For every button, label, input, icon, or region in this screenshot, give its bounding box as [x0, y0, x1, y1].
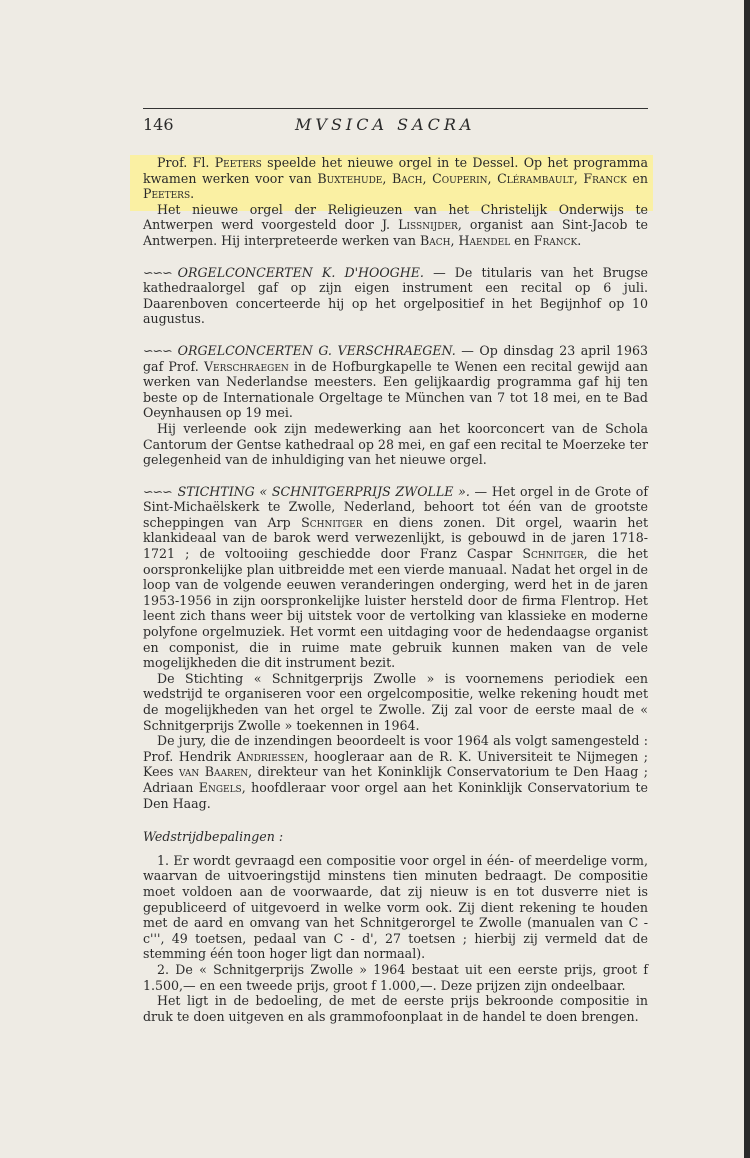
section-verschraegen: ∽∽∽ ORGELCONCERTEN G. VERSCHRAEGEN. — Op dinsdag 23 april 1963 gaf Prof. Verschraegen in de Hofburgkapelle te Wenen een recital gewijd aan werken van Nederlandse meesters. Een gelijkaardig programma gaf hij ten beste op de Internationale Orgeltage te München van 7 tot 18 mei, en te Bad Oeynhausen op 19 mei. — [143, 342, 649, 421]
rule-1: 1. Er wordt gevraagd een compositie voor orgel in één- of meerdelige vorm, waarvan de uitvoeringstijd minstens tien minuten bedraagt. De compositie moet voldoen aan de voorwaarde, dat zij nieuw is en tot dusverre niet is gepubliceerd of uitgevoerd in welke vorm ook. Zij dient rekening te houden met de aard en omvang van het Schnitgerorgel te Zwolle (manualen van C - c''', 49 toetsen, pedaal van C - d', 27 toetsen ; hierbij zij vermeld dat de stemming één toon hoger ligt dan normaal). — [143, 852, 648, 962]
section-dhooghe: ∽∽∽ ORGELCONCERTEN K. D'HOOGHE. — De titularis van het Brugse kathedraalorgel gaf op zijn eigen instrument een recital op 6 juli. Daarenboven concerteerde hij op het orgelpositief in het Begijnhof op 10 augustus. — [143, 264, 648, 327]
page-content — [143, 108, 648, 1024]
section-heading: ORGELCONCERTEN G. VERSCHRAEGEN. — [177, 342, 456, 358]
section-heading: ORGELCONCERTEN K. D'HOOGHE. — [177, 264, 424, 280]
ornament-icon: ∽∽∽ — [143, 342, 172, 358]
section-heading: STICHTING « SCHNITGERPRIJS ZWOLLE ». — [177, 483, 470, 499]
page-header — [143, 117, 648, 137]
paragraph-verschraegen-2: Hij verleende ook zijn medewerking aan het koorconcert van de Schola Cantorum der Gentse kathedraal op 28 mei, en gaf een recital te Moerzeke ter gelegenheid van de inhuldiging van het nieuwe orgel. — [143, 420, 648, 468]
rule-3: Het ligt in de bedoeling, de met de eerste prijs bekroonde compositie in druk te doen uitgeven en als grammofoonplaat in de handel te doen brengen. — [143, 993, 648, 1024]
section-stichting: ∽∽∽ STICHTING « SCHNITGERPRIJS ZWOLLE ». — Het orgel in de Grote of Sint-Michaëlskerk te Zwolle, Nederland, behoort tot één van de grootste scheppingen van Arp Schnitger en diens zonen. Dit orgel, waarin het klankideaal van de barok werd verwezenlijkt, is gebouwd in de jaren 1718-1721 ; de voltooiing geschiedde door Franz Caspar Schnitger, die het oorspronkelijke plan uitbreidde met een vierde manuaal. Nadat het orgel in de loop van de volgende eeuwen veranderingen onderging, werd het in de jaren 1953-1956 in zijn oorspronkelijke luister hersteld door de firma Flentrop. Het leent zich thans weer bij uitstek voor de vertolking van klassieke en moderne polyfone orgelmuziek. Het vormt een uitdaging voor de hedendaagse organist en componist, die in ruime mate gebruik kunnen maken van de vele mogelijkheden die dit instrument bezit. — [143, 483, 649, 671]
subheading-wedstrijd: Wedstrijdbepalingen : — [143, 829, 284, 845]
running-title: MVSICA SACRA — [295, 115, 476, 134]
paragraph-jury: De jury, die de inzendingen beoordeelt is voor 1964 als volgt samengesteld : Prof. Hendrik Andriessen, hoogleraar aan de R. K. Universiteit te Nijmegen ; Kees van Baaren, direkteur van het Koninklijk Conservatorium te Den Haag ; Adriaan Engels, hoofdleraar voor orgel aan het Koninklijk Conservatorium te Den Haag. — [143, 733, 649, 811]
page-edge — [744, 0, 750, 1158]
page-number: 146 — [143, 115, 174, 134]
paragraph-stichting-2: De Stichting « Schnitgerprijs Zwolle » is voornemens periodiek een wedstrijd te organiseren voor een orgelcompositie, welke rekening houdt met de mogelijkheden van het orgel te Zwolle. Zij zal voor de eerste maal de « Schnitgerprijs Zwolle » toekennen in 1964. — [143, 670, 648, 733]
rule-2: 2. De « Schnitgerprijs Zwolle » 1964 bestaat uit een eerste prijs, groot f 1.500,— en een tweede prijs, groot f 1.000,—. Deze prijzen zijn ondeelbaar. — [143, 961, 648, 993]
ornament-icon: ∽∽∽ — [143, 483, 172, 499]
paragraph-peeters: Prof. Fl. Peeters speelde het nieuwe orgel in te Dessel. Op het programma kwamen werken voor van Buxtehude, Bach, Couperin, Clérambault, Franck en Peeters. — [143, 155, 648, 202]
header-rule — [143, 108, 648, 109]
paragraph-lissnijder: Het nieuwe orgel der Religieuzen van het Christelijk Onderwijs te Antwerpen werd voorgesteld door J. Lissnijder, organist aan Sint-Jacob te Antwerpen. Hij interpreteerde werken van Bach, Haendel en Franck. — [143, 201, 648, 248]
ornament-icon: ∽∽∽ — [143, 264, 172, 280]
